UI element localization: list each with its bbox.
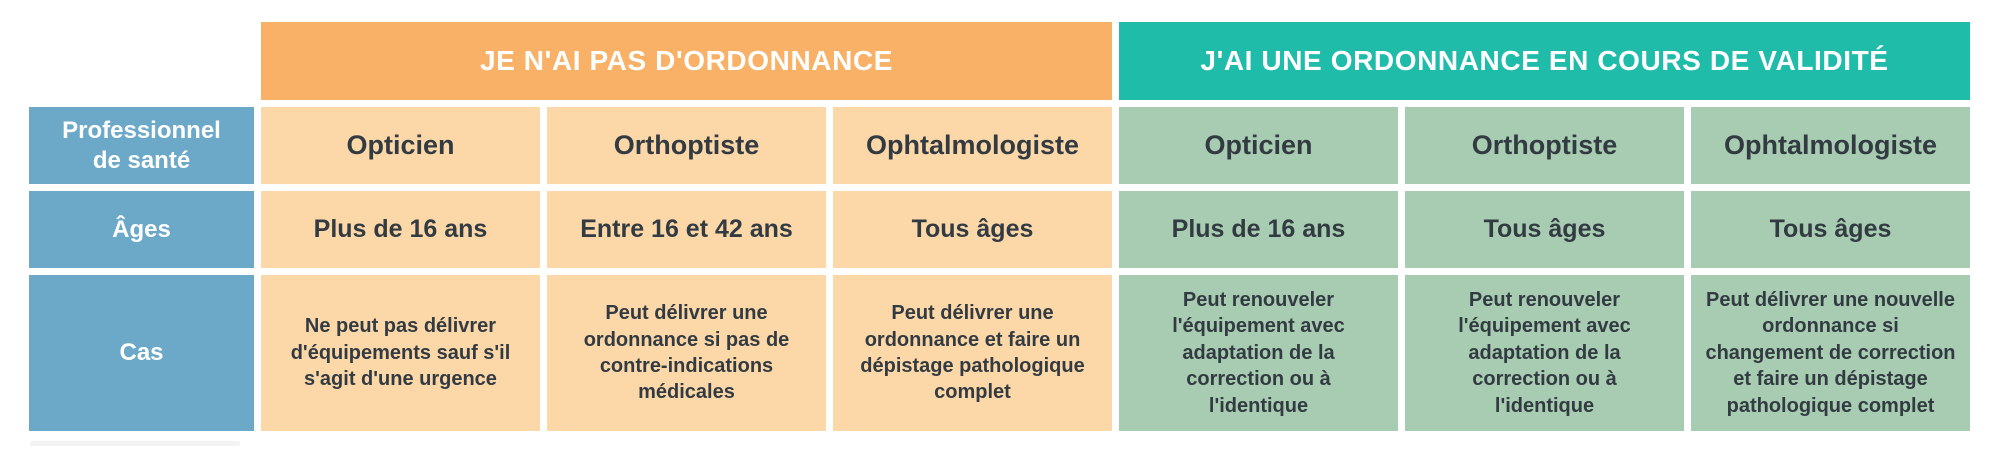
cas-text-4: Peut renouveler l'équipement avec adaptation de la correction ou à l'identique: [1172, 289, 1345, 417]
cas-cell-2: [547, 275, 826, 431]
cas-text-2: Peut délivrer une ordonnance si pas de contre-indications médicales: [583, 302, 790, 404]
profession-cell-orthoptiste-1: Orthoptiste: [547, 107, 826, 184]
profession-cell-ophtalmologiste-2: Ophtalmologiste: [1691, 107, 1970, 184]
age-cell-6: Tous âges: [1691, 191, 1970, 268]
age-cell-5: Tous âges: [1405, 191, 1684, 268]
age-cell-3: Tous âges: [833, 191, 1112, 268]
cas-cell-5: [1405, 275, 1684, 431]
profession-cell-opticien-1: Opticien: [261, 107, 540, 184]
cas-cell-4: [1119, 275, 1398, 431]
bottom-artifact-line: [30, 441, 240, 446]
cas-cell-3: [833, 275, 1112, 431]
row-label-cas: Cas: [29, 275, 254, 431]
header-spacer: [29, 22, 254, 100]
profession-cell-ophtalmologiste-1: Ophtalmologiste: [833, 107, 1112, 184]
cas-text-3: Peut délivrer une ordonnance et faire un dépistage pathologique complet: [860, 302, 1085, 404]
row-label-profession: Professionnel de santé: [29, 107, 254, 184]
age-cell-2: Entre 16 et 42 ans: [547, 191, 826, 268]
cas-text-6: Peut délivrer une nouvelle ordonnance si changement de correction et faire un dépistage pathologique complet: [1705, 289, 1956, 417]
cas-cell-6: [1691, 275, 1970, 431]
profession-cell-orthoptiste-2: Orthoptiste: [1405, 107, 1684, 184]
age-cell-4: Plus de 16 ans: [1119, 191, 1398, 268]
group-header-valid-prescription: J'AI UNE ORDONNANCE EN COURS DE VALIDITÉ: [1119, 22, 1970, 100]
profession-cell-opticien-2: Opticien: [1119, 107, 1398, 184]
cas-cell-1: [261, 275, 540, 431]
age-cell-1: Plus de 16 ans: [261, 191, 540, 268]
table-grid: [29, 22, 1970, 431]
group-header-no-prescription: JE N'AI PAS D'ORDONNANCE: [261, 22, 1112, 100]
cas-text-1: Ne peut pas délivrer d'équipements sauf s'il s'agit d'une urgence: [290, 315, 511, 391]
row-label-ages: Âges: [29, 191, 254, 268]
cas-text-5: Peut renouveler l'équipement avec adaptation de la correction ou à l'identique: [1458, 289, 1631, 417]
